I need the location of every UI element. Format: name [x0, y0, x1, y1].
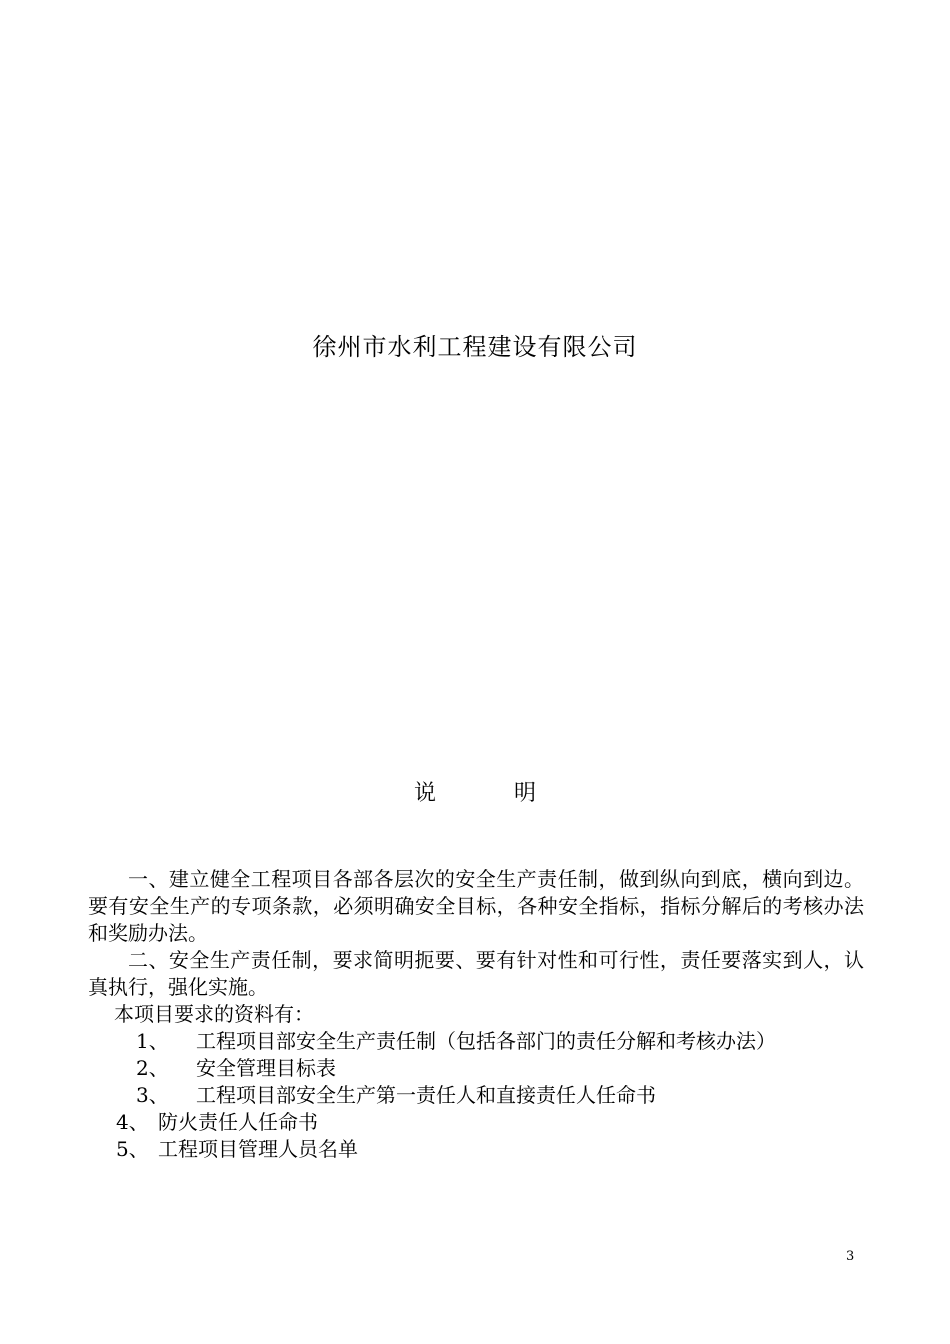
list-item-text: 安全管理目标表	[196, 1056, 336, 1080]
list-item-number: 2、	[136, 1056, 169, 1080]
page-number: 3	[846, 1249, 855, 1264]
list-item-text: 工程项目管理人员名单	[158, 1137, 358, 1161]
list-item	[88, 1028, 864, 1055]
heading-char-left: 说	[413, 781, 436, 806]
explanation-body	[88, 866, 864, 1163]
list-item-number: 1、	[136, 1029, 169, 1053]
list-item	[88, 1082, 864, 1109]
list-item-number: 4、	[116, 1110, 149, 1134]
paragraph-1: 一、建立健全工程项目各部各层次的安全生产责任制，做到纵向到底，横向到边。要有安全生产的专项条款，必须明确安全目标，各种安全指标，指标分解后的考核办法和奖励办法。	[88, 867, 864, 945]
materials-intro: 本项目要求的资料有：	[114, 1002, 314, 1026]
list-item-text: 防火责任人任命书	[158, 1110, 318, 1134]
list-item-text: 工程项目部安全生产第一责任人和直接责任人任命书	[196, 1083, 656, 1107]
list-item-number: 3、	[136, 1083, 169, 1107]
paragraph-2: 二、安全生产责任制，要求简明扼要、要有针对性和可行性，责任要落实到人，认真执行，强化实施。	[88, 948, 864, 999]
list-item	[88, 1109, 864, 1136]
list-item-text: 工程项目部安全生产责任制（包括各部门的责任分解和考核办法）	[196, 1029, 776, 1053]
list-item	[88, 1055, 864, 1082]
section-heading	[0, 778, 950, 810]
list-item-number: 5、	[116, 1137, 149, 1161]
list-item	[88, 1136, 864, 1163]
heading-char-right: 明	[514, 781, 537, 806]
company-name: 徐州市水利工程建设有限公司	[312, 333, 638, 361]
